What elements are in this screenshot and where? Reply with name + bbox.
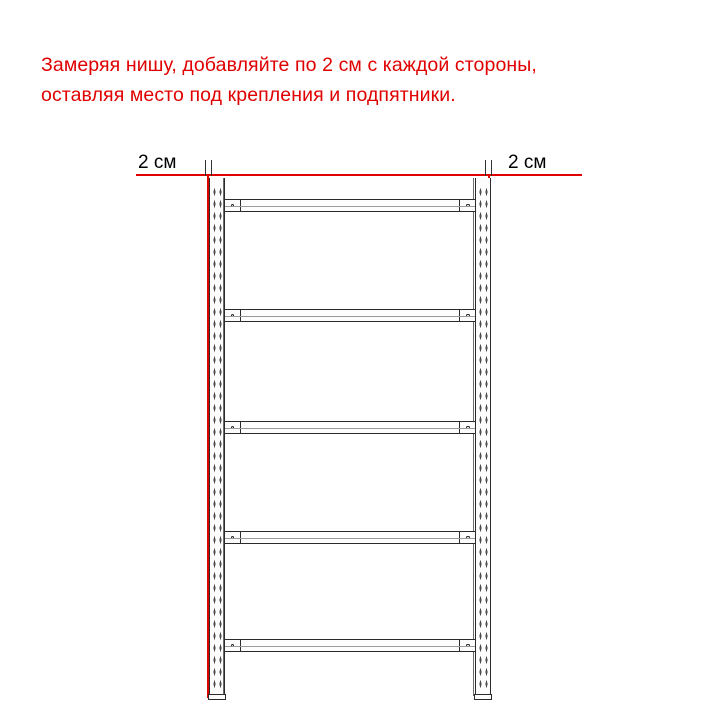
dimension-label-left: 2 см <box>138 152 177 173</box>
perforation-column-right-b <box>485 186 488 690</box>
connector-hole-icon <box>231 644 235 648</box>
dimension-tick-left-outer <box>205 160 206 176</box>
beam-connector-left <box>224 199 241 212</box>
rack-foot-right <box>474 694 492 700</box>
caption-line-2: оставляя место под крепления и подпятники. <box>41 84 456 106</box>
connector-hole-icon <box>466 644 470 648</box>
perforation-column-left-b <box>219 186 222 690</box>
shelf-beam <box>224 639 476 652</box>
beam-connector-left <box>224 531 241 544</box>
niche-width-rule <box>136 174 582 176</box>
beam-connector-left <box>224 421 241 434</box>
connector-hole-icon <box>466 204 470 208</box>
connector-hole-icon <box>231 426 235 430</box>
shelf-beam <box>224 309 476 322</box>
perforation-column-right-a <box>479 186 482 690</box>
shelf-beam <box>224 199 476 212</box>
connector-hole-icon <box>231 536 235 540</box>
beam-connector-left <box>224 639 241 652</box>
rack-foot-left <box>208 694 226 700</box>
beam-connector-right <box>459 421 476 434</box>
connector-hole-icon <box>466 426 470 430</box>
rack-upright-right <box>475 178 491 696</box>
shelf-beam <box>224 421 476 434</box>
rack-upright-left-inner-line <box>223 178 224 696</box>
beam-connector-right <box>459 639 476 652</box>
caption-text <box>41 50 681 110</box>
dimension-tick-right-inner <box>485 160 486 176</box>
dimension-tick-left-inner <box>211 160 212 176</box>
shelf-beam <box>224 531 476 544</box>
beam-connector-right <box>459 199 476 212</box>
connector-hole-icon <box>466 536 470 540</box>
connector-hole-icon <box>231 204 235 208</box>
connector-hole-icon <box>466 314 470 318</box>
dimension-tick-right-outer <box>491 160 492 176</box>
beam-connector-right <box>459 309 476 322</box>
perforation-column-left-a <box>213 186 216 690</box>
beam-connector-right <box>459 531 476 544</box>
rack-upright-right-inner-line <box>473 178 474 696</box>
beam-connector-left <box>224 309 241 322</box>
connector-hole-icon <box>231 314 235 318</box>
caption-line-1: Замеряя нишу, добавляйте по 2 см с каждой стороны, <box>41 54 537 76</box>
dimension-label-right: 2 см <box>508 152 547 173</box>
